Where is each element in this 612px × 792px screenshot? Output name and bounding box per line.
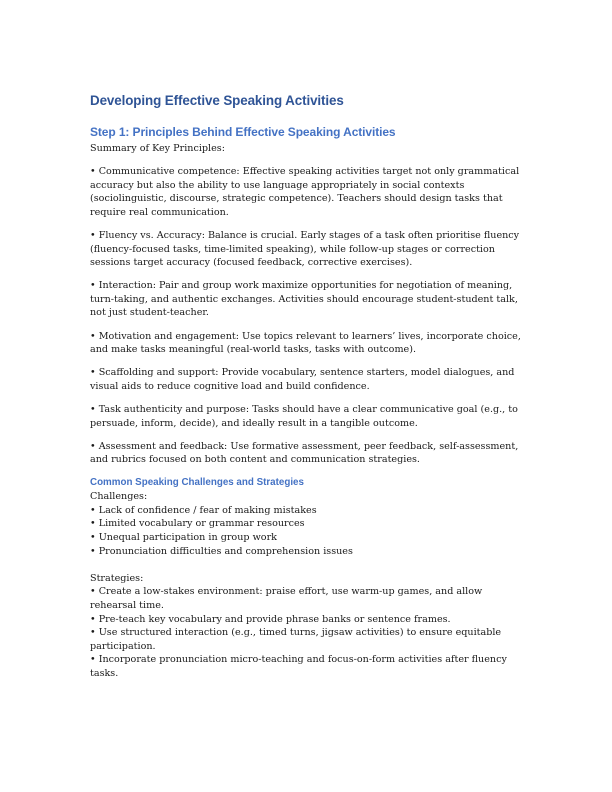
challenge-item: • Unequal participation in group work <box>90 532 277 544</box>
challenge-item: • Pronunciation difficulties and comprehension issues <box>90 545 353 557</box>
strategies-label: Strategies: <box>90 572 144 584</box>
document-body <box>90 92 524 681</box>
challenges-label: Challenges: <box>90 491 148 503</box>
section-spacer <box>90 558 524 572</box>
document-title: Developing Effective Speaking Activities <box>90 93 344 108</box>
strategy-item: • Pre-teach key vocabulary and provide phrase banks or sentence frames. <box>90 613 451 625</box>
principle-task-authenticity: • Task authenticity and purpose: Tasks should have a clear communicative goal (e.g., to persuade, inform, decide), and ideally result in a tangible outcome. <box>90 403 518 429</box>
principle-motivation: • Motivation and engagement: Use topics relevant to learners’ lives, incorporate choice, and make tasks meaningful (real-world tasks, tasks with outcome). <box>90 330 521 356</box>
challenge-item: • Limited vocabulary or grammar resources <box>90 518 305 530</box>
strategy-item: • Create a low-stakes environment: praise effort, use warm-up games, and allow rehearsal time. <box>90 586 483 612</box>
principles-intro: Summary of Key Principles: <box>90 143 225 154</box>
principle-assessment: • Assessment and feedback: Use formative assessment, peer feedback, self-assessment, and rubrics focused on both content and communication strategies. <box>90 440 519 466</box>
step1-heading: Step 1: Principles Behind Effective Speaking Activities <box>90 125 396 139</box>
principle-interaction: • Interaction: Pair and group work maximize opportunities for negotiation of meaning, turn-taking, and authentic exchanges. Activities should encourage student-student talk, not just student-teacher. <box>90 280 518 319</box>
challenge-item: • Lack of confidence / fear of making mistakes <box>90 504 317 516</box>
principle-scaffolding: • Scaffolding and support: Provide vocabulary, sentence starters, model dialogues, and visual aids to reduce cognitive load and build confidence. <box>90 367 515 392</box>
strategy-item: • Incorporate pronunciation micro-teaching and focus-on-form activities after fluency tasks. <box>90 654 507 679</box>
challenges-strategies-heading: Common Speaking Challenges and Strategies <box>90 477 304 489</box>
principle-communicative-competence: • Communicative competence: Effective speaking activities target not only grammatical accuracy but also the ability to use language appropriately in social contexts (sociolinguistic, discourse, strategic competence). Teachers should design tasks that require real communication. <box>90 166 520 218</box>
principle-fluency-accuracy: • Fluency vs. Accuracy: Balance is crucial. Early stages of a task often prioritise fluency (fluency-focused tasks, time-limited speaking), while follow-up stages or correction sessions target accuracy (focused feedback, corrective exercises). <box>90 229 520 269</box>
strategy-item: • Use structured interaction (e.g., timed turns, jigsaw activities) to ensure equitable participation. <box>90 627 502 652</box>
